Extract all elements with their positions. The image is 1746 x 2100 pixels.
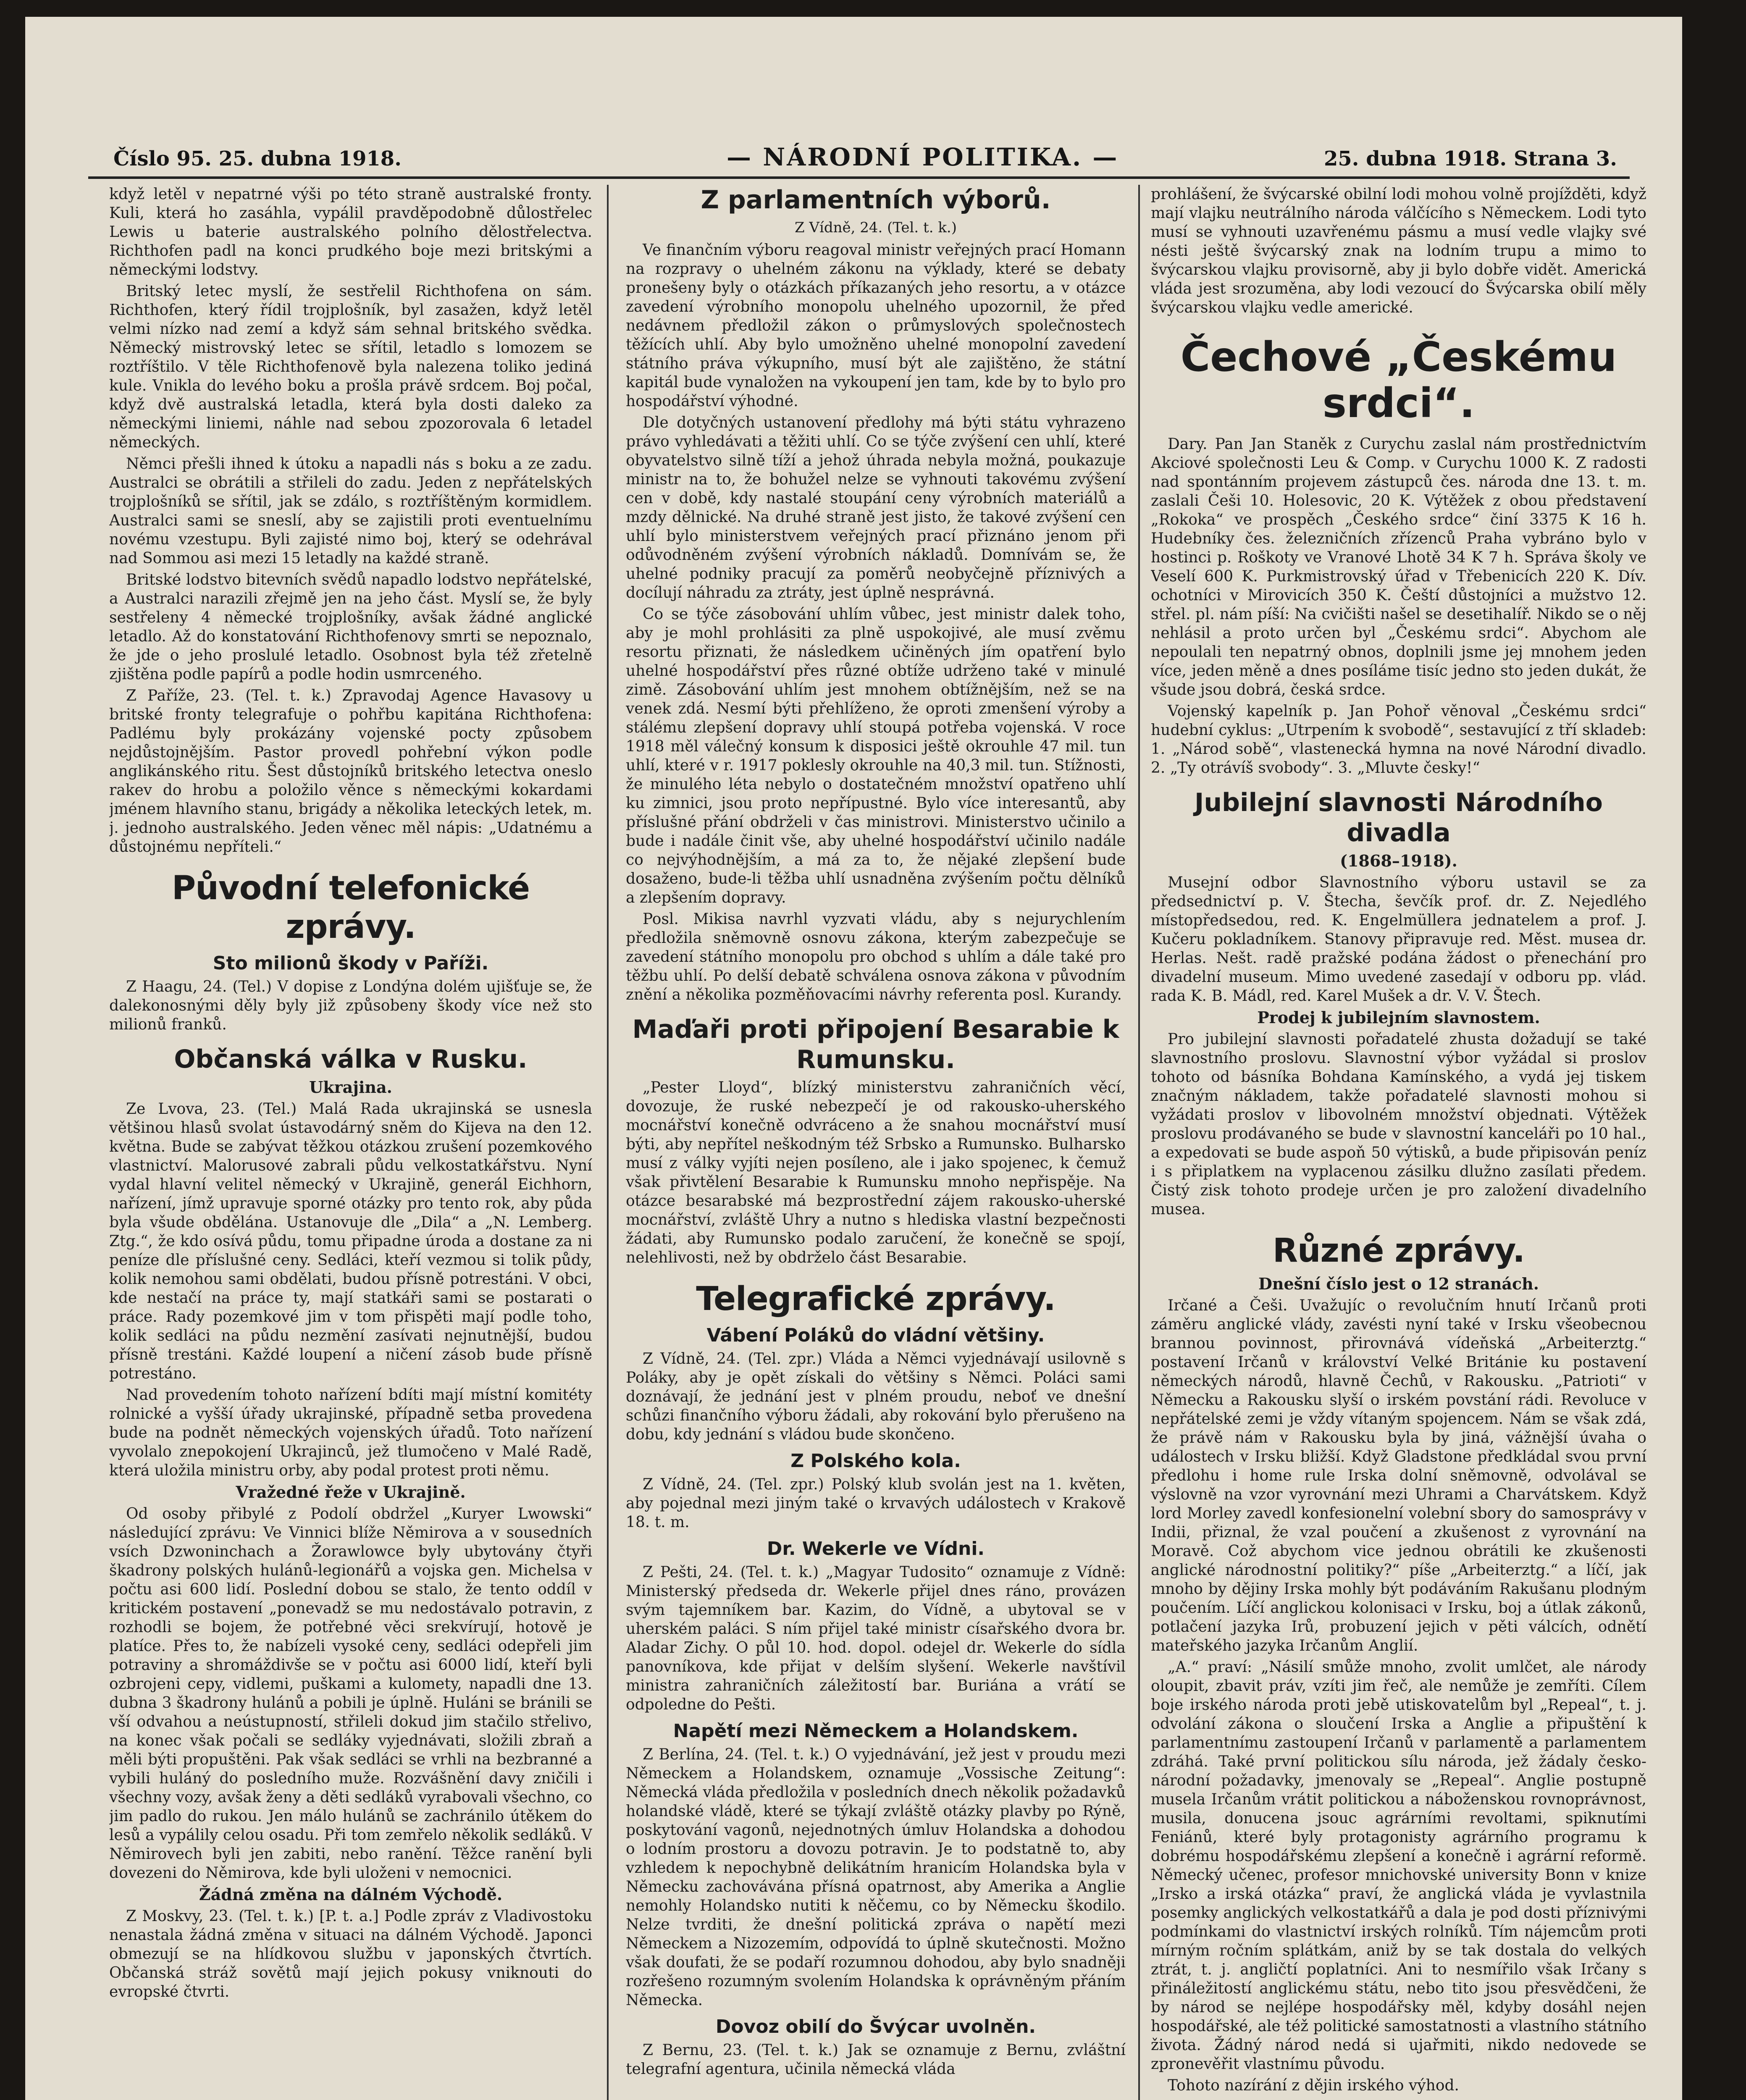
article-headline: Občanská válka v Rusku. — [174, 1045, 528, 1074]
article-paragraph: Z Haagu, 24. (Tel.) V dopise z Londýna dolém ujišťuje se, že dalekonosnými děly byly již způsobeny škody více než sto milionů franků. — [109, 978, 592, 1033]
article-subheadline: Ukrajina. — [309, 1078, 392, 1097]
article-paragraph: „A.“ praví: „Násilí smůže mnoho, zvolit umlčet, ale národy oloupit, zbavit práv, vzíti jim řeč, ale nemůže je zemříti. Cílem boje irského národa proti jebě utiskovatelům byl „Repeal“, t. j. odvolání zákona o sloučení Irska a Anglie a připuštění k parlamentnímu zastoupení Irčanů v parlamentě a parlamentem zdráhá. Také první politickou sílu národa, jež žádaly česko-národní požadavky, jmenovaly se „Repeal“. Anglie postupně musela Irčanům vrátit politickou a náboženskou rovnoprávnost, musila, donucena jsouc agrárními revoltami, spiknutími Feniánů, které byly protagonisty agrárního programu k dobrému hospodářskému zlepšení a konečně i agrární reformě. Německý učenec, profesor mnichovské university Bonn v knize „Irsko a irská otázka“ praví, že anglická vláda je vyvlastnila posemky anglických velkostatkářů a dala je pod dosti příznivými podmínkami do vlastnictví irských rolníků. Tím nájemcům proti mírným ročním splátkám, aniž by se tak dostala do velkých ztrát, t. j. angličtí poplatníci. Ani to nesmířilo však Irčany s přináležitostí anglickému státu, nebo tito jsou přesvědčeni, že by národ se nejlépe hospodářsky měl, kdyby dosáhl nejen hospodářské, ale též politické samostatnosti a vlastního státního života. Žádný národ nedá si ujařmiti, nikdo nedovede se zpronevěřit vlastnímu původu. — [1151, 1659, 1646, 2073]
article-paragraph: Pro jubilejní slavnosti pořadatelé zhusta dožadují se také slavnostního proslovu. Slavnostní výbor vyžádal si proslov tohoto od básníka Bohdana Kamínského, a vydá jej tiskem značným nákladem, takže pořadatelé slavnosti mohou si vyžádati proslov v libovolném množství objednati. Výtěžek proslovu prodávaného se bude v slavnostní kanceláři po 10 hal., a expedovati se bude aspoň 50 výtisků, a bude připisován peníz i s připlatkem na vyplacenou zásilku dlužno zasílati předem. Čistý zisk tohoto prodeje určen je pro založení divadelního musea. — [1151, 1031, 1646, 1218]
article-paragraph: Němci přešli ihned k útoku a napadli nás s boku a ze zadu. Australci se obrátili a střileli do zadu. Jeden z nepřátelských trojplošníků se sřítil, jak se zdálo, s roztříštěným kormidlem. Australci sami se sneslí, aby se zajistili proti eventuelnímu novému vzestupu. Byli zajisté nimo boj, který se odehrával nad Sommou asi mezi 15 letadly na každé straně. — [109, 455, 592, 567]
article-paragraph: když letěl v nepatrné výši po této straně australské fronty. Kuli, která ho zasáhla, vypálil pravděpodobně důlostřelec Lewis u baterie australského polního dělostřelectva. Richthofen padl na konci prudkého boje mezi britskými a německými lodstvy. — [109, 186, 592, 278]
article-paragraph: Irčané a Češi. Uvažujíc o revolučním hnutí Irčanů proti záměru anglické vlády, zavésti nyní také v Irsku všeobecnou brannou povinnost, přirovnává vídeňská „Arbeiterztg.“ postavení Irčanů v království Velké Británie ku postavení německých národů, hlavně Čechů, v Rakousku. „Patrioti“ v Německu a Rakousku slyší o irském povstání rádi. Revoluce v nepřátelské zemi je vždy vítaným spojencem. Nám se však zdá, že právě nám v Rakousku byla by jiná, vážnější úvaha o událostech v Irsku bližší. Když Gladstone předkládal svou první předlohu i home rule Irska dolní sněmovně, odvolával se výslovně na vzor vyrovnání mezi Uhrami a Charvátskem. Když lord Morley zavedl konfesionelní volební sbory do samosprávy v Indii, přiznal, že vzal poučení a zkušenost z vyrovnání na Moravě. Což abychom vice jednou obrátili ke zkušenosti anglické národnostní politiky?“ píše „Arbeiterztg.“ a líčí, jak mnoho by dějiny Irska mohly být podáváním Rakušanu plodným poučením. Líčí anglickou kolonisaci v Irsku, boj a útlak zákonů, potlačení jazyka Irů, probuzení jejich v pěti válcích, odnětí mateřského jazyka Irčanům Anglií. — [1151, 1297, 1646, 1654]
article-paragraph: Tohoto nazírání z dějin irského výhod. — [1168, 2077, 1459, 2094]
article-subheadline: (1868–1918). — [1340, 851, 1457, 870]
article-paragraph: Vojenský kapelník p. Jan Pohoř věnoval „Českému srdci“ hudební cyklus: „Utrpením k svobodě“, sestavující z tří skladeb: 1. „Národ sobě“, vlastenecká hymna na nové Národní divadlo. 2. „Ty otrávíš svobody“. 3. „Mluvte česky!“ — [1151, 703, 1646, 777]
article-paragraph: „Pester Lloyd“, blízký ministerstvu zahraničních věcí, dovozuje, že ruské nebezpečí je od rakousko-uherského mocnářství konečně odvráceno a že snahou mocnářství musí býti, aby nepřítel neškodným též Srbsko a Rumunsko. Bulharsko musí z války vyjíti nejen posíleno, ale i jako spojenec, k čemuž však přivtělení Besarabie k Rumunsku mnoho nepřispěje. Na otázce besarabské má bezprostřední zájem rakousko-uherské mocnářství, zvláště Uhry a nutno s hlediska vlastní bezpečnosti žádati, aby Rumunsko podalo zaručení, že konečně se spojí, nelehlivosti, než by obdrželo část Besarabie. — [626, 1079, 1126, 1266]
article-paragraph: Od osoby přibylé z Podolí obdržel „Kuryer Lwowski“ následující zprávu: Ve Vinnici blíže Němirova a v sousedních vsích Dzwoninchach a Žorawlowce byly ubytovány čtyři škadrony polských hulánů-legionářů a vojska gen. Michelsa v počtu asi 600 lidí. Poslední dobou se stalo, že tento oddíl v kritickém postavení „ponevadž se mu nedostávalo potravin, z rozhodli se bojem, že potřebné věci srekvírují, hotově je platíce. Přes to, že nabízeli vysoké ceny, sedláci odepřeli jim potraviny a shromáždivše se v počtu asi 6000 lidí, kteří byli ozbrojeni cepy, vidlemi, puškami a kulomety, napadli dne 13. dubna 3 škadrony hulánů a pobili je úplně. Huláni se bránili se vší odvahou a neústupností, střileli dokud jim stačilo střelivo, na konec však počali se sedláky vyjednávati, složili zbraň a měli býti propuštěni. Pak však sedláci se vrhli na bezbranné a vybili huláný do posledního muže. Rozvášnění davy zničili i všechny vozy, avšak ženy a děti sedláků vyrabovali všechno, co jim padlo do rukou. Jen málo hulánů se zachránilo útěkem do lesů a vypálily celou osadu. Při tom zemřelo několik sedláků. V Němirovech byli jen zabiti, nebo ranění. Těžce ranění byli dovezeni do Němirova, kde byli uloženi v nemocnici. — [109, 1505, 592, 1882]
article-paragraph: Dary. Pan Jan Staněk z Curychu zaslal nám prostřednictvím Akciové společnosti Leu & Comp. v Curychu 1000 K. Z radosti nad spontánním projevem zástupců čes. národa dne 13. t. m. zaslali Češi 10. Holesovic, 20 K. Výtěžek z obou představení „Rokoka“ ve prospěch „Českého srdce“ činí 3375 K 16 h. Hudebníky čes. železničních zřízenců Praha vybráno bylo v hostinci p. Roškoty ve Vranové Lhotě 34 K 7 h. Správa školy ve Veselí 600 K. Purkmistrovský úřad v Třebenicích 220 K. Dív. ochotníci v Mirovicích 350 K. Čeští důstojníci a mužstvo 12. střel. pl. nám píší: Na cvičišti našel se desetihalíř. Nikdo se o něj nehlásil a proto určen byl „Českému srdci“. Abychom ale nepoulali ten nepatrný obnos, doplnili jsme jej mnohem jeden více, jeden měně a dnes posíláme tisíc jedno sto jeden dukát, že všude jsou dobrá, česká srdce. — [1151, 436, 1646, 698]
column-rule-1 — [607, 185, 609, 2100]
article-paragraph: Britský letec myslí, že sestřelil Richthofena on sám. Richthofen, který řídil trojplošník, byl zasažen, když letěl velmi nízko nad zemí a když sám sehnal britského svědka. Německý mistrovský letec se sřítil, letadlo s lomozem se roztříštilo. V těle Richthofenově byla nalezena toliko jediná kule. Vnikla do levého boku a prošla právě srdcem. Boj počal, když dvě australská letadla, která byla dosti daleko za německými liniemi, náhle nad sebou zpozorovala 6 letadel německých. — [109, 283, 592, 451]
article-subheadline: Prodej k jubilejním slavnostem. — [1257, 1008, 1540, 1027]
article-paragraph: Z Berlína, 24. (Tel. t. k.) O vyjednávání, jež jest v proudu mezi Německem a Holandskem, oznamuje „Vossische Zeitung“: Německá vláda předložila v posledních dnech několik požadavků holandské vládě, které se týkají zvláště otázky plavby po Rýně, poskytování vagonů, nejednotných úmluv Holandska a dohodou o lodním prostoru a dovozu potravin. Je to podstatně to, aby vzhledem k nepochybně delikátním hranicím Holandska byla v Německu zachovávána přísná opatrnost, aby Amerika a Anglie nemohly Holandsko nutiti k něčemu, co by Německu škodilo. Nelze tvrditi, že dnešní politická zpráva o napětí mezi Německem a Nizozemím, odpovídá to úplně skutečnosti. Možno však doufati, že se podaří rozumnou dohodou, aby bylo snadněji rozřešeno rozumným svolením Holandska k oprávněným přáním Německa. — [626, 1746, 1126, 2009]
section-headline: Různé zprávy. — [1272, 1232, 1525, 1270]
article-headline: Z Polského kola. — [790, 1450, 961, 1472]
page-date-number: 25. dubna 1918. Strana 3. — [1323, 147, 1617, 171]
article-paragraph: prohlášení, že švýcarské obilní lodi mohou volně projížděti, když mají vlajku neutrálního národa válčícího s Německem. Lodi tyto musí se vyhnouti uzavřenému pásmu a musí vedle vlajky své nésti ještě švýcarský znak na lodním trupu a mimo to švýcarskou vlajku provisorně, aby ji bylo dobře vidět. Americká vláda jest srozuměna, aby lodi vezoucí do Švýcarska obilí měly švýcarskou vlajku vedle americké. — [1151, 186, 1646, 316]
article-paragraph: Posl. Mikisa navrhl vyzvati vládu, aby s nejurychlením předložila sněmovně osnovu zákona, kterým zabezpečuje se zavedení státního monopolu pro obchod s uhlím a dále také pro těžbu uhlí. Po delší debatě schválena osnova zákona v původním znění a několika pozměňovacími návrhy referenta posl. Kurandy. — [626, 911, 1126, 1003]
article-paragraph: Ze Lvova, 23. (Tel.) Malá Rada ukrajinská se usnesla většinou hlasů svolat ústavodárný sněm do Kijeva na den 12. května. Bude se zabývat těžkou otázkou zrušení pozemkového vlastnictví. Malorusové zabrali půdu velkostatkářstvu. Nyní vydal hlavní velitel německý v Ukrajině, generál Eichhorn, nařízení, jímž upravuje sporné otázky pro tento rok, aby půda byla všude obdělána. Ustanovuje dle „Dila“ a „N. Lemberg. Ztg.“, že kdo osívá půdu, tomu připadne úroda a dostane za ni peníze dle příslušné ceny. Sedláci, kteří vezmou si tolik půdy, kolik nemohou sami obdělati, budou přísně potrestáni. V obci, kde nestačí na práce ty, mají statkáři sami se postarati o práce. Rady pozemkové jim v tom přispěti mají podle toho, kolik sedláci na půdu nezmění zasívati nejnutnější, budou přísně trestáni. Každé loupení a ničení zásob bude přísně potrestáno. — [109, 1100, 592, 1382]
column-rule-2 — [1138, 185, 1140, 2100]
article-paragraph: Z Paříže, 23. (Tel. t. k.) Zpravodaj Agence Havasovy u britské fronty telegrafuje o pohřbu kapitána Richthofena: Padlému byly prokázány vojenské pocty způsobem nejdůstojnějším. Pastor provedl pohřební výkon podle anglikánského ritu. Šest důstojníků britského letectva oneslo rakev do hrobu a položilo věnce s německými kokardami jménem hlavního stanu, brigády a několika leteckých letek, m. j. jednoho australského. Jeden věnec měl nápis: „Udatnému a důstojnému nepříteli.“ — [109, 687, 592, 856]
article-headline: Sto milionů škody v Paříži. — [213, 953, 489, 974]
article-headline: Dr. Wekerle ve Vídni. — [767, 1538, 985, 1559]
article-paragraph: Dle dotyčných ustanovení předlohy má býti státu vyhrazeno právo vyhledávati a těžiti uhlí. Co se týče zvýšení cen uhlí, které obyvatelstvo silně tíží a jehož úhrada nebyla možná, poukazuje ministr na to, že bohužel nelze se vyhnouti takovému zvýšení cen v době, kdy nastalé stoupání ceny výrobních materiálů a mzdy dělnické. Na druhé straně jest jisto, že takové zvýšení cen uhlí bylo ministerstvem veřejných prací přiznáno jenom při odůvodněném zvýšení výrobních nákladů. Domnívám se, že uhelné podniky pracují za poměrů neobyčejně příznivých a docílují náhradu za ztráty, jest úplně nesprávná. — [626, 414, 1126, 601]
article-paragraph: Ve finančním výboru reagoval ministr veřejných prací Homann na rozpravy o uhelném zákonu na výklady, které se debaty pronešeny byly o otázkách příkazaných jeho resortu, a v otázce zavedení výrobního monopolu uhelného upozornil, že před nedávnem předložil zákon o průmyslových společnostech těžících uhlí. Aby bylo umožněno uhelné monopolní zavedení státního práva výkupního, musí být ale zajištěno, že státní kapitál bude vynaložen na vykoupení jen tam, kde by to bylo pro hospodářství výhodné. — [626, 242, 1126, 410]
article-paragraph: Z Moskvy, 23. (Tel. t. k.) [P. t. a.] Podle zpráv z Vladivostoku nenastala žádná změna v situaci na dálném Východě. Japonci obmezují se na hlídkovou službu v japonských čtvrtích. Občanská stráž sovětů mají jejich pokusy vniknouti do evropské čtvrti. — [109, 1908, 592, 2000]
article-paragraph: Britské lodstvo bitevních svědů napadlo lodstvo nepřátelské, a Australci narazili zřejmě jen na jeho část. Myslí se, že byly sestřeleny 4 německé trojplošníky, avšak žádné anglické letadlo. Až do konstatování Richthofenovy smrti se nepoznalo, že jde o jeho proslulé letadlo. Osobnost byla též zřetelně zjištěna podle papírů a podle hodin usmrceného. — [109, 571, 592, 683]
section-banner: Čechové „Českému srdci“. — [1180, 333, 1617, 427]
column-3 — [1151, 185, 1646, 2100]
article-paragraph: Z Vídně, 24. (Tel. zpr.) Vláda a Němci vyjednávají usilovně s Poláky, aby je opět získali do většiny s Němci. Poláci sami doznávají, že jednání jest v plném proudu, neboť ve dnešní schůzi finančního výboru žádali, aby rokování bylo přerušeno na dobu, kdy jednání s vládou bude skončeno. — [626, 1350, 1126, 1443]
section-headline: Původní telefonické zprávy. — [172, 869, 530, 946]
article-paragraph: Musejní odbor Slavnostního výboru ustavil se za předsednictví p. V. Štecha, ševčík prof. dr. Z. Nejedlého místopředsedou, red. K. Engelmüllera jednatelem a prof. J. Kučeru pokladníkem. Stanovy připravuje red. Měst. musea dr. Herlas. Nešt. radě pražské podána žádost o přenechání pro divadelní museum. Mimo uvedené zasedají v odboru pp. vlád. rada K. B. Mádl, red. Karel Mušek a dr. V. V. Štech. — [1151, 874, 1646, 1005]
article-headline: Dovoz obilí do Švýcar uvolněn. — [715, 2016, 1036, 2037]
column-1 — [109, 185, 592, 2100]
page-header — [88, 139, 1630, 179]
article-paragraph: Z Pešti, 24. (Tel. t. k.) „Magyar Tudosito“ oznamuje z Vídně: Ministerský předseda dr. Wekerle přijel dnes ráno, provázen svým tajemníkem bar. Kazim, do Vídně, a ubytoval se v uherském paláci. S ním přijel také ministr císařského dvora br. Aladar Zichy. O půl 10. hod. dopol. odejel dr. Wekerle do sídla panovníkova, kde přijat v delším slyšení. Wekerle navštívil ministra zahraničních záležitostí bar. Buriána a vrátí se odpoledne do Pešti. — [626, 1564, 1126, 1713]
article-paragraph: Co se týče zásobování uhlím vůbec, jest ministr dalek toho, aby je mohl prohlásiti za plně uspokojivé, ale musí zvěmu resortu přiznati, že následkem učiněných jím opatření bylo uhelné hospodářství přes různé obtíže udrženo také v minulé zimě. Zásobování uhlím jest mnohem obtížnějším, než se na venek zdá. Nesmí býti přehlíženo, že oproti zmenšení výroby a stálému zlepšení dopravy uhlí stoupá potřeba vojenská. V roce 1918 měl válečný konsum k disposici ještě okrouhle 47 mil. tun uhlí, které v r. 1917 poklesly okrouhle na 40,3 mil. tun. Stížnosti, že minulého léta nebylo o dostatečném množství opatřeno uhlí ku zimnici, jsou proto nepřípustné. Bylo více interesantů, aby příslušné přání obdrželi v čas ministrovi. Ministerstvo učinilo a bude i nadále činit vše, aby uhelné hospodářství učinilo nadále co nejvýhodnějším, a má za to, že nějaké zlepšení bude dosaženo, bude-li těžba uhlí usnadněna zvýšením počtu dělníků a zlepšením dopravy. — [626, 606, 1126, 906]
article-subheadline: Žádná změna na dálném Východě. — [199, 1885, 503, 1904]
article-paragraph: Z Bernu, 23. (Tel. t. k.) Jak se oznamuje z Bernu, zvláštní telegrafní agentura, učinila německá vláda — [626, 2042, 1126, 2078]
article-paragraph: Nad provedením tohoto nařízení bdíti mají místní komitéty rolnické a vyšší úřady ukrajinské, případně setba provedena bude na podnět německých vojenských úřadů. Toto nařízení vyvolalo znepokojení Ukrajinců, jež tlumočeno v Malé Radě, která uložila ministru orby, aby podal protest proti němu. — [109, 1386, 592, 1479]
article-subheadline: Vražedné řeže v Ukrajině. — [236, 1483, 466, 1502]
article-headline: Z parlamentních výborů. — [701, 185, 1051, 215]
article-headline: Maďaři proti připojení Besarabie k Rumunsku. — [632, 1015, 1119, 1074]
dateline: Z Vídně, 24. (Tel. t. k.) — [794, 219, 957, 236]
article-headline: Napětí mezi Německem a Holandskem. — [673, 1720, 1079, 1742]
article-headline: Jubilejní slavnosti Národního divadla — [1195, 788, 1603, 848]
section-headline: Telegrafické zprávy. — [696, 1280, 1055, 1318]
issue-number-date: Číslo 95. 25. dubna 1918. — [113, 147, 402, 171]
column-2 — [626, 185, 1126, 2100]
newspaper-page — [25, 17, 1682, 2100]
newspaper-title: — NÁRODNÍ POLITIKA. — — [727, 143, 1119, 171]
article-paragraph: Z Vídně, 24. (Tel. zpr.) Polský klub svolán jest na 1. květen, aby pojednal mezi jiným také o krvavých událostech v Krakově 18. t. m. — [626, 1476, 1126, 1531]
article-headline: Vábení Poláků do vládní většiny. — [706, 1325, 1045, 1346]
article-subheadline: Dnešní číslo jest o 12 stranách. — [1258, 1274, 1539, 1293]
